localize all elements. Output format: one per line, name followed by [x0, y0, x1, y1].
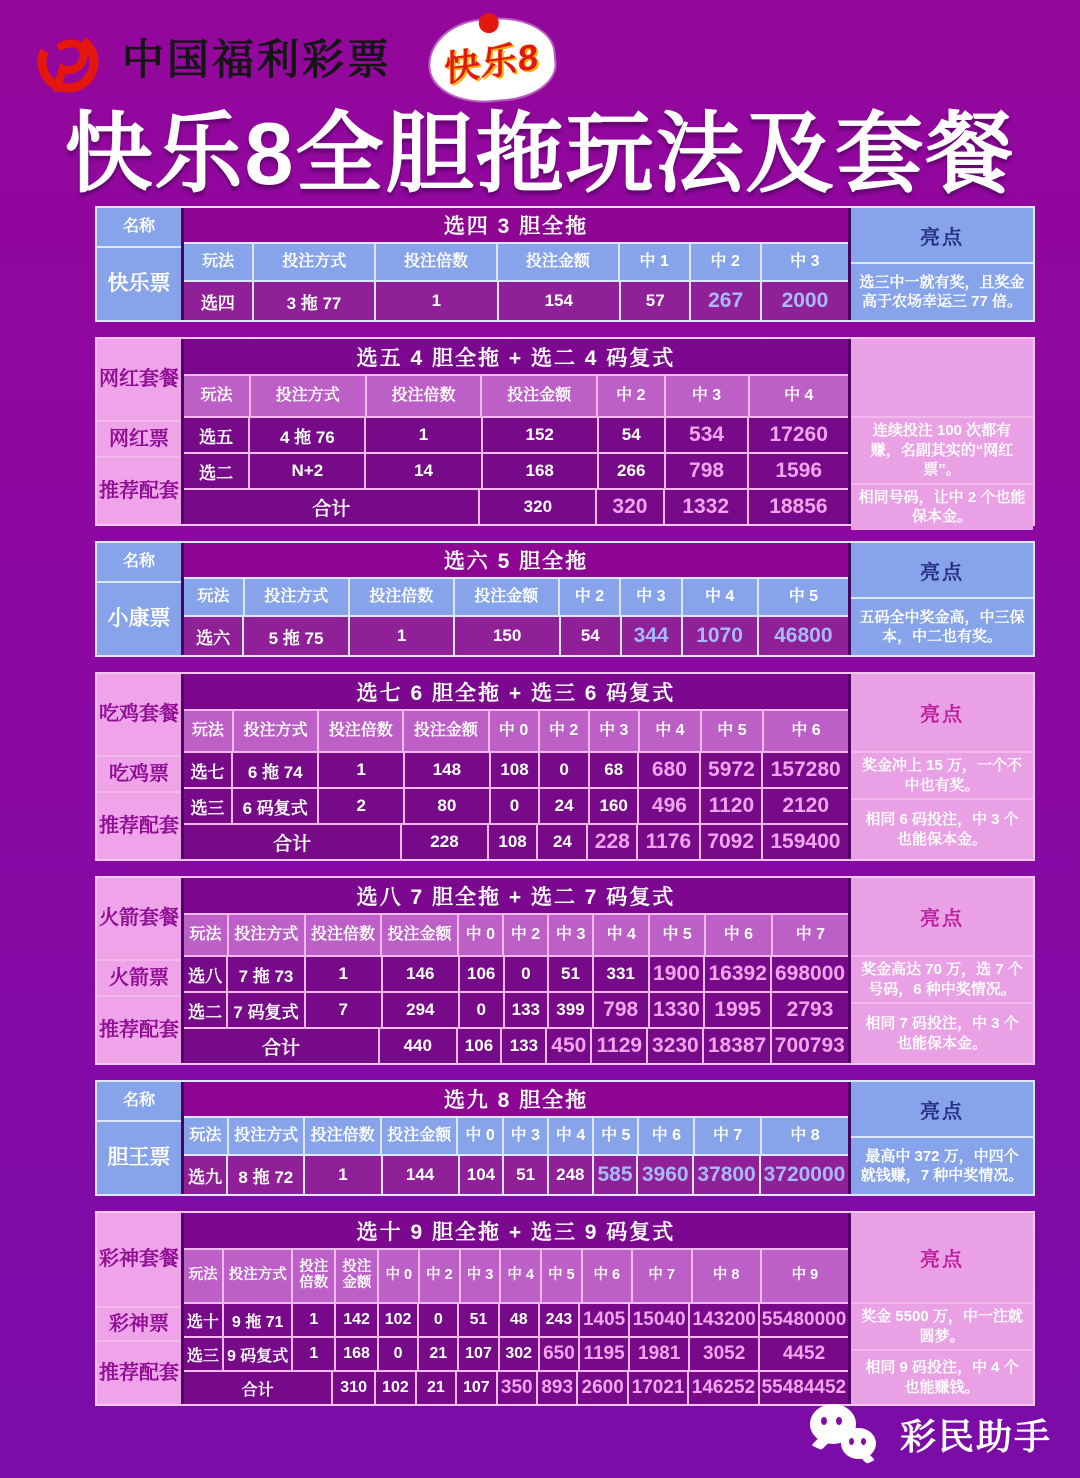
column-header-row — [184, 1118, 848, 1154]
col-header: 中 6 — [764, 711, 848, 751]
table-title: 选五 4 胆全拖 + 选二 4 码复式 — [184, 339, 848, 374]
col-header: 玩法 — [184, 915, 227, 955]
col-header: 中 1 — [620, 244, 689, 280]
page-title: 快乐8全胆拖玩法及套餐 — [64, 104, 1016, 203]
col-header: 中 7 — [695, 1118, 760, 1154]
col-header: 中 2 — [420, 1250, 459, 1302]
col-header: 玩法 — [184, 711, 232, 751]
cell-highlight: 267 — [691, 282, 759, 320]
data-row — [184, 1304, 848, 1336]
col-header: 中 5 — [702, 711, 762, 751]
cwl-logo-icon — [34, 26, 102, 94]
cell-highlight: 3960 — [638, 1156, 692, 1194]
table-title: 选四 3 胆全拖 — [184, 208, 848, 242]
cell: 440 — [380, 1029, 456, 1063]
cell: 7 — [306, 993, 381, 1027]
cell: 68 — [590, 753, 638, 787]
row-label: 网红套餐 — [97, 339, 181, 420]
col-header: 中 2 — [540, 711, 588, 751]
cell: 21 — [417, 1372, 455, 1404]
data-row — [184, 418, 848, 452]
cell-highlight: 798 — [666, 454, 748, 488]
cell-highlight: 146252 — [689, 1372, 757, 1404]
col-header: 中 4 — [640, 711, 700, 751]
cell: 152 — [483, 418, 597, 452]
cell-highlight: 798 — [594, 993, 648, 1027]
cell: 0 — [491, 789, 539, 823]
cell: 9 码复式 — [224, 1338, 292, 1370]
tables — [95, 206, 1035, 1406]
highlight-title: 亮点 — [851, 1213, 1033, 1302]
column-header-row — [184, 711, 848, 751]
cell: 选七 — [184, 753, 231, 787]
cell: 1 — [293, 1338, 334, 1370]
cell: 133 — [505, 993, 548, 1027]
col-header: 中 9 — [762, 1250, 848, 1302]
highlight-note: 奖金高达 70 万，选 7 个号码，6 种中奖情况。 — [851, 957, 1033, 1002]
cell: 144 — [383, 1156, 458, 1194]
cell: 107 — [459, 1338, 497, 1370]
cell: 331 — [594, 957, 648, 991]
col-header: 玩法 — [184, 376, 249, 416]
highlight-title: 亮点 — [851, 674, 1033, 751]
cell: 7 码复式 — [228, 993, 303, 1027]
total-label: 合计 — [184, 1029, 378, 1063]
row-label: 推荐配套 — [97, 997, 181, 1063]
total-row — [184, 490, 848, 524]
cell: 选四 — [184, 282, 252, 320]
cell-highlight: 450 — [547, 1029, 590, 1063]
row-label: 推荐配套 — [97, 458, 181, 524]
cell-highlight: 350 — [498, 1372, 536, 1404]
highlight-title: 亮点 — [851, 878, 1033, 955]
cell: 1 — [305, 1156, 380, 1194]
col-header: 中 2 — [598, 376, 664, 416]
cell: 142 — [336, 1304, 377, 1336]
col-header: 投注方式 — [234, 711, 318, 751]
cell: 3 拖 77 — [254, 282, 374, 320]
cell: 108 — [491, 753, 539, 787]
col-header: 玩法 — [184, 1118, 227, 1154]
table-title: 选九 8 胆全拖 — [184, 1082, 848, 1116]
cell: 51 — [549, 957, 592, 991]
cell: 选六 — [184, 617, 242, 655]
cell-highlight: 5972 — [701, 753, 761, 787]
col-header: 投注倍数 — [367, 376, 481, 416]
data-row — [184, 1156, 848, 1194]
cell: 107 — [457, 1372, 495, 1404]
col-header: 投注方式 — [229, 1118, 304, 1154]
cell: 0 — [540, 753, 588, 787]
cell-highlight: 1120 — [701, 789, 761, 823]
row-label: 名称 — [97, 208, 181, 246]
cell-highlight: 344 — [622, 617, 681, 655]
cell-highlight: 1195 — [580, 1338, 628, 1370]
col-header: 中 8 — [762, 1118, 848, 1154]
cell: 54 — [599, 418, 664, 452]
table-title: 选七 6 胆全拖 + 选三 6 码复式 — [184, 674, 848, 709]
cell-highlight: 37800 — [694, 1156, 759, 1194]
cell: 1 — [366, 418, 480, 452]
table-xiaokang-piao — [95, 541, 1035, 657]
row-label: 彩神票 — [97, 1308, 181, 1340]
table-kuaile-piao — [95, 206, 1035, 322]
col-header: 投注倍数 — [293, 1250, 334, 1302]
col-header: 玩法 — [184, 579, 243, 615]
col-header: 投注方式 — [229, 915, 304, 955]
cell-highlight: 700793 — [772, 1029, 848, 1063]
cell-highlight: 496 — [639, 789, 699, 823]
cell: 106 — [460, 957, 503, 991]
highlight-note: 连续投注 100 次都有赚，名副其实的“网红票”。 — [851, 418, 1033, 483]
cell: 2 — [319, 789, 403, 823]
cell-highlight: 15040 — [630, 1304, 688, 1336]
data-row — [184, 282, 848, 320]
highlight-note: 最高中 372 万，中四个就钱赚，7 种中奖情况。 — [851, 1138, 1033, 1194]
cell-highlight: 7092 — [701, 825, 761, 859]
cell-highlight: 1332 — [665, 490, 747, 524]
row-label: 火箭票 — [97, 961, 181, 995]
cell-highlight: 2793 — [772, 993, 848, 1027]
cell-highlight: 698000 — [772, 957, 848, 991]
row-label: 名称 — [97, 1082, 181, 1120]
cell: 0 — [379, 1338, 417, 1370]
cell: 57 — [621, 282, 689, 320]
cell: 7 拖 73 — [228, 957, 303, 991]
cell: 320 — [480, 490, 595, 524]
cell-highlight: 1405 — [580, 1304, 628, 1336]
row-label: 胆王票 — [97, 1122, 181, 1194]
cell: 80 — [405, 789, 489, 823]
row-label: 彩神套餐 — [97, 1213, 181, 1306]
cell-highlight: 18387 — [704, 1029, 769, 1063]
cell-highlight: 1981 — [630, 1338, 688, 1370]
col-header: 玩法 — [184, 244, 252, 280]
cell: 154 — [499, 282, 619, 320]
cell: 选五 — [184, 418, 248, 452]
table-chiji-taocan — [95, 672, 1035, 861]
cell: 24 — [540, 789, 588, 823]
cell: 选九 — [184, 1156, 226, 1194]
cell: 14 — [366, 454, 480, 488]
col-header: 中 3 — [461, 1250, 500, 1302]
highlight-note: 奖金 5500 万，中一注就圆梦。 — [851, 1304, 1033, 1349]
cell-highlight: 1596 — [749, 454, 848, 488]
brand-header — [0, 0, 1080, 102]
col-header: 投注倍数 — [376, 244, 496, 280]
cell: 选八 — [184, 957, 226, 991]
cell: 4 拖 76 — [250, 418, 364, 452]
col-header: 投注金额 — [382, 1118, 457, 1154]
col-header: 玩法 — [184, 1250, 222, 1302]
cell: 243 — [540, 1304, 578, 1336]
table-title: 选六 5 胆全拖 — [184, 543, 848, 577]
cell: 160 — [590, 789, 638, 823]
data-row — [184, 753, 848, 787]
cell-highlight: 228 — [588, 825, 636, 859]
col-header: 投注倍数 — [319, 711, 402, 751]
cell-highlight: 1330 — [650, 993, 704, 1027]
col-header: 中 7 — [633, 1250, 691, 1302]
col-header: 中 2 — [560, 579, 619, 615]
wechat-account-name: 彩民助手 — [899, 1415, 1052, 1457]
col-header: 中 4 — [683, 579, 757, 615]
row-label: 快乐票 — [97, 248, 181, 320]
col-header: 投注金额 — [404, 711, 487, 751]
cell: 168 — [336, 1338, 377, 1370]
cell: 51 — [504, 1156, 547, 1194]
kuaile8-logo-text: 快乐8 — [444, 34, 540, 90]
footer — [810, 1404, 1052, 1464]
col-header: 投注方式 — [245, 579, 348, 615]
col-header: 投注倍数 — [350, 579, 453, 615]
col-header: 投注金额 — [455, 579, 558, 615]
cell: 5 拖 75 — [244, 617, 348, 655]
col-header: 投注倍数 — [306, 915, 381, 955]
highlight-title: 亮点 — [851, 543, 1033, 597]
highlight-title: 亮点 — [851, 208, 1033, 262]
cell: 146 — [383, 957, 458, 991]
cell-highlight: 893 — [538, 1372, 576, 1404]
total-row — [184, 825, 848, 859]
col-header: 中 5 — [650, 915, 704, 955]
cell: 0 — [460, 993, 503, 1027]
cell: 108 — [489, 825, 537, 859]
col-header: 投注倍数 — [305, 1118, 380, 1154]
cell-highlight: 585 — [594, 1156, 637, 1194]
col-header: 中 5 — [759, 579, 848, 615]
highlight-note: 奖金冲上 15 万，一个不中也有奖。 — [851, 753, 1033, 798]
row-label: 推荐配套 — [97, 793, 181, 859]
cell: 选十 — [184, 1304, 222, 1336]
cell-highlight: 55484452 — [760, 1372, 848, 1404]
col-header: 中 3 — [549, 915, 592, 955]
cell: 9 拖 71 — [224, 1304, 292, 1336]
cell-highlight: 157280 — [763, 753, 848, 787]
row-label: 网红票 — [97, 422, 181, 456]
cell: 21 — [419, 1338, 457, 1370]
data-row — [184, 1338, 848, 1370]
col-header: 投注金额 — [482, 376, 596, 416]
col-header: 中 5 — [594, 1118, 637, 1154]
cell-highlight: 2600 — [578, 1372, 626, 1404]
cell-highlight: 534 — [666, 418, 748, 452]
cell: 1 — [319, 753, 403, 787]
wechat-icon — [810, 1404, 886, 1464]
column-header-row — [184, 915, 848, 955]
cell-highlight: 320 — [597, 490, 662, 524]
cell: 150 — [455, 617, 559, 655]
kuaile8-logo — [427, 15, 558, 106]
cell: 1 — [376, 282, 496, 320]
col-header: 中 7 — [773, 915, 848, 955]
highlight-note: 相同 9 码投注，中 4 个也能赚钱。 — [851, 1351, 1033, 1404]
cell-highlight: 143200 — [690, 1304, 758, 1336]
total-row — [184, 1029, 848, 1063]
table-huojian-taocan — [95, 876, 1035, 1065]
cell: 选三 — [184, 789, 231, 823]
highlight-note: 五码全中奖金高，中三保本，中二也有奖。 — [851, 599, 1033, 655]
cell-highlight: 2120 — [763, 789, 848, 823]
cell-highlight: 46800 — [759, 617, 848, 655]
cell: 选三 — [184, 1338, 222, 1370]
cell: N+2 — [250, 454, 364, 488]
highlight-note: 选三中一就有奖，且奖金高于农场幸运三 77 倍。 — [851, 264, 1033, 320]
total-row — [184, 1372, 848, 1404]
cell-highlight: 3052 — [690, 1338, 758, 1370]
cell: 148 — [405, 753, 489, 787]
column-header-row — [184, 579, 848, 615]
cell: 0 — [505, 957, 548, 991]
col-header: 中 0 — [459, 915, 502, 955]
col-header: 中 4 — [501, 1250, 540, 1302]
cell-highlight: 1129 — [592, 1029, 646, 1063]
table-caishen-taocan — [95, 1211, 1035, 1406]
col-header: 中 5 — [542, 1250, 581, 1302]
highlight-note: 相同 7 码投注，中 3 个也能保本金。 — [851, 1004, 1033, 1063]
cell-highlight: 17021 — [629, 1372, 687, 1404]
data-row — [184, 993, 848, 1027]
cell: 248 — [549, 1156, 592, 1194]
table-title: 选八 7 胆全拖 + 选二 7 码复式 — [184, 878, 848, 913]
col-header: 投注金额 — [382, 915, 457, 955]
col-header: 中 4 — [594, 915, 648, 955]
cell: 106 — [458, 1029, 501, 1063]
col-header: 中 0 — [379, 1250, 418, 1302]
highlight-note: 相同号码，让中 2 个也能保本金。 — [851, 485, 1033, 530]
cell: 399 — [549, 993, 592, 1027]
col-header: 中 2 — [504, 915, 547, 955]
cell: 48 — [500, 1304, 538, 1336]
cell-highlight: 16392 — [705, 957, 770, 991]
cell: 310 — [333, 1372, 374, 1404]
cell-highlight: 650 — [540, 1338, 578, 1370]
col-header: 中 0 — [490, 711, 538, 751]
col-header: 中 3 — [666, 376, 748, 416]
col-header: 中 3 — [762, 244, 848, 280]
data-row — [184, 617, 848, 655]
col-header: 中 8 — [693, 1250, 760, 1302]
row-label: 名称 — [97, 543, 181, 581]
cell-highlight: 3230 — [648, 1029, 702, 1063]
col-header: 中 2 — [691, 244, 760, 280]
col-header: 中 3 — [504, 1118, 547, 1154]
cell-highlight: 4452 — [760, 1338, 848, 1370]
highlight-note: 相同 6 码投注，中 3 个也能保本金。 — [851, 800, 1033, 859]
cell: 228 — [402, 825, 486, 859]
cell: 104 — [460, 1156, 503, 1194]
cell-highlight: 18856 — [749, 490, 848, 524]
cell-highlight: 1900 — [650, 957, 704, 991]
data-row — [184, 957, 848, 991]
cell-highlight: 1995 — [705, 993, 770, 1027]
table-wanghong-taocan — [95, 337, 1035, 526]
brand-name: 中国福利彩票 — [122, 36, 393, 83]
col-header: 投注方式 — [254, 244, 374, 280]
data-row — [184, 789, 848, 823]
row-label: 吃鸡套餐 — [97, 674, 181, 755]
cell: 168 — [483, 454, 597, 488]
cell: 51 — [459, 1304, 497, 1336]
cell: 0 — [419, 1304, 457, 1336]
cell: 选二 — [184, 993, 226, 1027]
cell: 1 — [350, 617, 454, 655]
cell: 294 — [383, 993, 458, 1027]
cell-highlight: 1070 — [683, 617, 757, 655]
cell: 24 — [538, 825, 586, 859]
row-label: 推荐配套 — [97, 1342, 181, 1404]
column-header-row — [184, 376, 848, 416]
cell-highlight: 159400 — [763, 825, 848, 859]
col-header: 中 3 — [590, 711, 638, 751]
col-header: 中 6 — [583, 1250, 631, 1302]
cell: 选二 — [184, 454, 248, 488]
cell: 102 — [376, 1372, 414, 1404]
col-header: 投注方式 — [224, 1250, 291, 1302]
highlight-title — [851, 339, 1033, 416]
cell: 1 — [306, 957, 381, 991]
col-header: 投注方式 — [251, 376, 365, 416]
highlight-title: 亮点 — [851, 1082, 1033, 1136]
data-row — [184, 454, 848, 488]
col-header: 投注金额 — [498, 244, 618, 280]
col-header: 中 6 — [639, 1118, 693, 1154]
col-header: 中 0 — [458, 1118, 501, 1154]
cell-highlight: 55480000 — [760, 1304, 848, 1336]
cell: 102 — [379, 1304, 417, 1336]
cell: 8 拖 72 — [228, 1156, 303, 1194]
table-danwang-piao — [95, 1080, 1035, 1196]
col-header: 中 3 — [621, 579, 680, 615]
column-header-row — [184, 1250, 848, 1302]
cell: 302 — [500, 1338, 538, 1370]
col-header: 投注金额 — [336, 1250, 377, 1302]
cell-highlight: 680 — [639, 753, 699, 787]
cell-highlight: 2000 — [762, 282, 848, 320]
row-label: 火箭套餐 — [97, 878, 181, 959]
total-label: 合计 — [184, 490, 478, 524]
cell: 6 码复式 — [233, 789, 317, 823]
row-label: 吃鸡票 — [97, 757, 181, 791]
cell: 133 — [502, 1029, 545, 1063]
total-label: 合计 — [184, 1372, 331, 1404]
cell: 6 拖 74 — [233, 753, 317, 787]
cell-highlight: 3720000 — [761, 1156, 848, 1194]
column-header-row — [184, 244, 848, 280]
col-header: 中 6 — [706, 915, 771, 955]
cell: 1 — [293, 1304, 334, 1336]
kuaile8-emblem-icon — [478, 12, 500, 34]
row-label: 小康票 — [97, 583, 181, 655]
cell: 266 — [599, 454, 664, 488]
col-header: 中 4 — [549, 1118, 592, 1154]
col-header: 中 4 — [750, 376, 848, 416]
table-title: 选十 9 胆全拖 + 选三 9 码复式 — [184, 1213, 848, 1248]
cell: 54 — [561, 617, 620, 655]
total-label: 合计 — [184, 825, 400, 859]
cell-highlight: 1176 — [638, 825, 698, 859]
cell-highlight: 17260 — [749, 418, 848, 452]
